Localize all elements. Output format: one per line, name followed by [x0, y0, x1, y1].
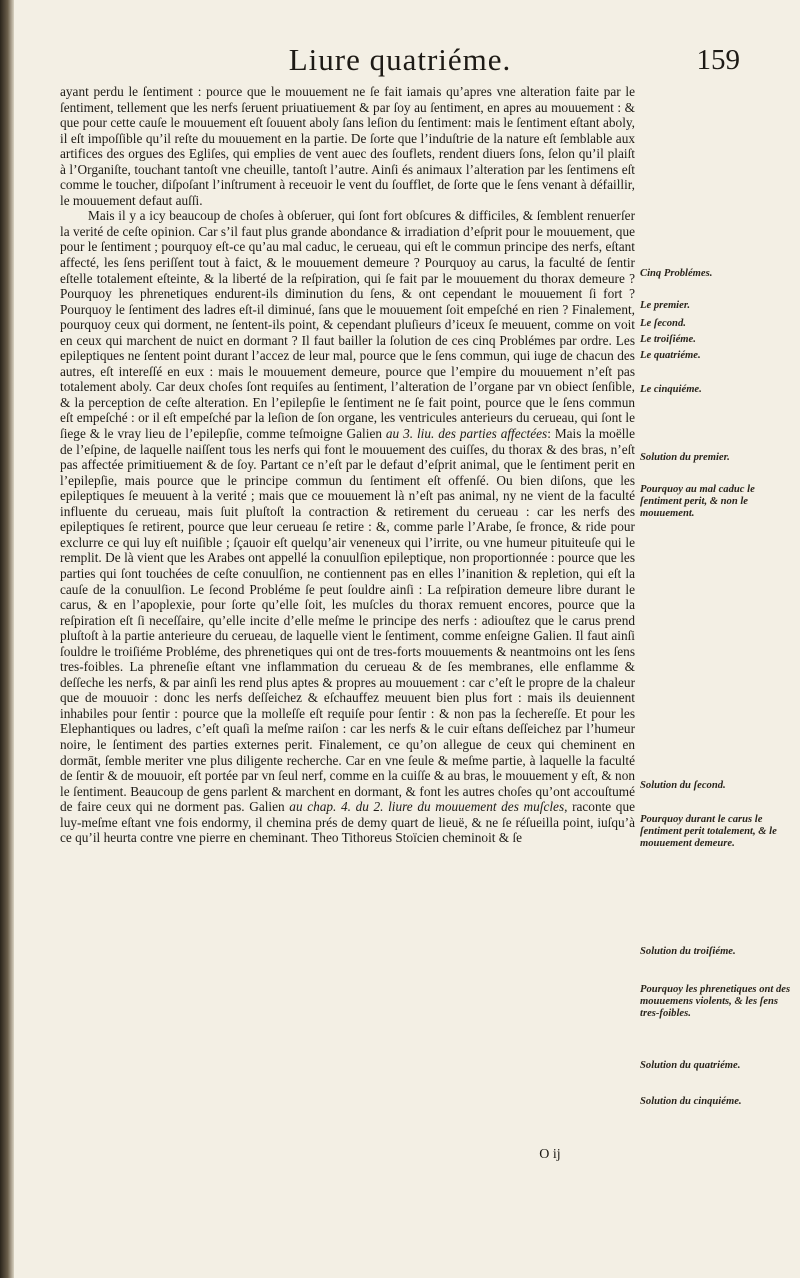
galien-reference-1: au 3. liu. des parties affectées — [385, 426, 548, 442]
margin-note-cinquieme: Le cinquiéme. — [640, 384, 702, 395]
paragraph-2-part-a: Mais il y a icy beaucoup de choſes à obſeruer, qui ſont fort obſcures & difficiles, & ſemblent renuerſer la verité de ceſte opinion. Car s’il faut plus grande abondance & irradiation d’eſprit pour le mouuement, que pour le ſentiment ; pourquoy eſt-ce qu’au mal caduc, le cerueau, qui eſt le commun principe des nerfs, eſtant affecté, les ſens periſſent tout à faict, & le mouuement demeure ? Pourquoy au carus, la faculté de ſentir eſtelle totalement eſteinte, & la liberté de la reſpiration, qui ſe fait par le mouuement du thorax demeure ? Pourquoy les phrenetiques endurent-ils diminution du ſens, & ont cependant le mouuement ſi fort ? Pourquoy le ſentiment des ladres eſt-il diminué, ſans que le mouuement ſoit empeſché en rien ? Finalement, pourquoy ceux qui dorment, ne ſentent-ils point, & cependant pluſieurs d’iceux ſe meuuent, comme on voit en ceux qui marchent de nuict en dormant ? Il faut bailler la ſolution de ces cinq Problémes par ordre. Les epileptiques ne ſentent point durant l’accez de leur mal, pource que le ſens commun, qui iuge de chacun des autres, eſt intereſſé en eux : mais le mouuement demeure, pource que l’empire du mouuement n’eſt pas totalement aboly. Car deux choſes ſont requiſes au ſentiment, l’alteration de l’organe par vn obiect ſenſible, & la perception de ceſte alteration. En l’epilepſie le ſentiment ne ſe fait point, pource que le ſens commun eſt empeſché : or il eſt empeſché par la leſion de ſon organe, les ventricules anterieurs du cerueau, qui ſont le ſiege & le vray lieu de l’epilepſie, comme teſmoigne Galien — [60, 208, 635, 442]
page-number: 159 — [696, 44, 740, 76]
margin-note-mal-caduc: Pourquoy au mal caduc le ſentiment perit, & non le mouuement. — [640, 484, 755, 519]
margin-note-premier: Le premier. — [640, 300, 691, 311]
margin-note-solution-troisieme: Solution du troiſiéme. — [640, 946, 736, 957]
paragraph-1: ayant perdu le ſentiment : pource que le mouuement ne ſe fait iamais qu’apres vne alteration faite par le ſentiment, tellement que les nerfs ſeruent priuatiuement & par ſoy au ſentiment, en apres au mouuement : & que pour cette cauſe le mouuement eſt ſouuent aboly ſans leſion du ſentiment: mais le ſentiment eſtant aboly, il eſt impoſſible qu’il reſte du mouuement en la partie. De ſorte que l’induſtrie de la nature eſt ſemblable aux artifices des orgues des Egliſes, qui emplies de vent auec des ſouflets, rendent diuers ſons, ſelon qu’il plaiſt à l’Organiſte, touchant tantoſt vne cheuille, tantoſt l’autre. Ainſi és animaux l’alteration par les ſentimens eſt comme le toucher, diſpoſant l’inſtrument à receuoir le vent du ſoufflet, de ſorte que le ſens venant à défaillir, le mouuement defaut auſſi. — [60, 84, 635, 208]
margin-note-troisieme: Le troiſiéme. — [640, 334, 696, 345]
paragraph-2-part-c: , raconte que luy-meſme eſtant vne fois endormy, il chemina prés de demy quart de lieuë, & ne ſe réſueilla point, iuſqu’à ce qu’il heurta contre vne pierre en cheminant. Theo Tithoreus Stoïcien cheminoit & ſe — [60, 799, 636, 846]
margin-note-solution-quatrieme: Solution du quatriéme. — [640, 1060, 741, 1071]
running-head: Liure quatriéme. — [288, 42, 512, 77]
paragraph-2-part-b: : Mais la moëlle de l’eſpine, de laquelle naiſſent tous les nerfs qui font le mouuement des cuiſſes, du thorax & des bras, n’eſt pas affectée primitiuement & de ſoy. Partant ce n’eſt par le defaut d’eſprit animal, que le ſentiment perit en l’epilepſie, mais pource que le principe commun du ſentiment eſt offenſé. Ou bien diſons, que les epileptiques ſe meuuent à la verité ; mais que ce mouuement là n’eſt pas animal, ny ne vient de la faculté influente du cerueau, mais ſuit pluſtoſt la contraction & retirement du cerueau : car les nerfs des epileptiques ſe retirent, pource que leur cerueau ſe retire : &, comme parle l’Arabe, ſe fronce, & ride pour exclurre ce qui luy eſt nuiſible ; ſçauoir eſt quelqu’air veneneux qui l’irrite, ou vne humeur pituiteuſe qui le remplit. De là vient que les Arabes ont appellé la conuulſion epileptique, non proportionnée : pource que les parties qui ſont touchées de ceſte conuulſion, ne contiennent pas en elles l’inanition & repletion, qui eſt la cauſe de la conuulſion. Le ſecond Probléme ſe peut ſouldre ainſi : La reſpiration demeure libre durant le carus, & en l’apoplexie, pour ſorte qu’elle ſoit, les muſcles du thorax remuent encores, pource que la reſpiration eſt ſi neceſſaire, qu’elle incite d’elle meſme le principe des nerfs : adiouſtez que le carus prend pluſtoſt à la partie anterieure du cerueau, de laquelle vient le ſentiment, comme enſeigne Galien. Il faut ainſi ſouldre le troiſiéme Probléme, des phrenetiques qui ont de tres-forts mouuements & neantmoins ont les ſens tres-foibles. La phreneſie eſtant vne inflammation du cerueau & de ſes membranes, elle enflamme & deſſeche les nerfs, & par ainſi les rend plus aptes & propres au mouuement : car c’eſt le propre de la chaleur que de mouuoir : donc les nerfs deſſeichez & eſchauffez meuuent bien plus fort : mais ils deuiennent inhabiles pour ſentir : pource que la molleſſe eſt requiſe pour ſentir : & non pas la ſechereſſe. Et pour les Elephantiques ou ladres, c’eſt quaſi la meſme raiſon : car les nerfs & le cuir eſtans deſſeichez par l’humeur noire, le ſentiment des parties externes perit. Finalement, ce qu’on allegue de ceux qui cheminent en dormāt, ſemble meriter vne plus diligente recherche. Car en vne ſeule & meſme partie, à laquelle la faculté de ſentir & de mouuoir, eſt portée par vn ſeul nerf, comme en la cuiſſe & au bras, le mouuement y eſt, & non le ſentiment. Beaucoup de gens parlent & marchent en dormant, & font les autres choſes qu’ont accouſtumé de faire ceux qui ne dorment pas. Galien — [60, 426, 636, 815]
main-text-column — [60, 84, 635, 846]
margin-note-second: Le ſecond. — [640, 318, 686, 329]
signature-mark: O ij — [539, 1147, 561, 1162]
margin-note-solution-second: Solution du ſecond. — [640, 780, 726, 791]
margin-note-solution-cinquieme: Solution du cinquiéme. — [640, 1096, 742, 1107]
margin-note-cinq-problemes: Cinq Problémes. — [640, 268, 713, 279]
margin-note-quatrieme: Le quatriéme. — [640, 350, 701, 361]
book-binding-edge — [0, 0, 14, 1278]
galien-reference-2: au chap. 4. du 2. liure du mouuement des muſcles — [289, 799, 565, 815]
paragraph-2 — [60, 208, 635, 845]
page-header — [60, 40, 740, 84]
margin-note-phrenetiques: Pourquoy les phrenetiques ont des mouuemens violents, & les ſens tres-foibles. — [640, 984, 791, 1019]
margin-note-solution-premier: Solution du premier. — [640, 452, 730, 463]
margin-note-carus: Pourquoy durant le carus le ſentiment perit totalement, & le mouuement demeure. — [640, 814, 777, 849]
